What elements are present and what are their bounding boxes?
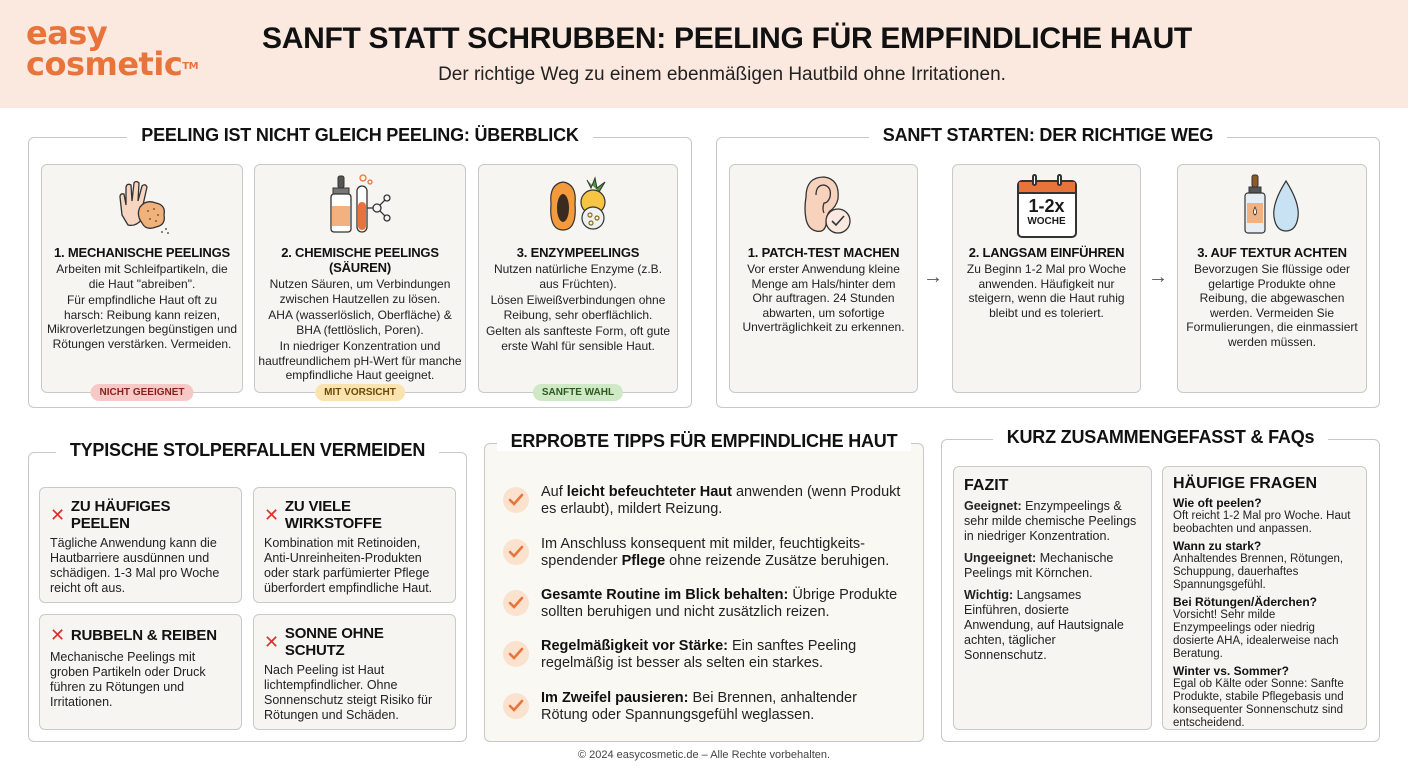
pitfall-text: Tägliche Anwendung kann die Hautbarriere ausdünnen und schädigen. 1-3 Mal pro Woche reicht oft aus. xyxy=(50,536,220,595)
faq-answer: Anhaltendes Brennen, Rötungen, Schuppung, dauerhaftes Spannungsgefühl. xyxy=(1173,553,1344,591)
checkmark-icon xyxy=(503,539,529,565)
footer-copyright: © 2024 easycosmetic.de – Alle Rechte vorbehalten. xyxy=(577,749,831,761)
steps-title: SANFT STARTEN: DER RICHTIGE WEG xyxy=(869,125,1227,145)
pitfall-heading: ZU VIELE WIRKSTOFFE xyxy=(284,498,382,532)
tips-section xyxy=(484,431,924,742)
fazit-card xyxy=(953,466,1152,730)
cross-icon: ✕ xyxy=(50,625,65,645)
status-badge-gentle-choice: SANFTE WAHL xyxy=(533,384,623,401)
pitfall-card-sun-unprotected xyxy=(253,614,456,730)
faq-heading: HÄUFIGE FRAGEN xyxy=(1173,475,1317,492)
faq-answer: Vorsicht! Sehr milde Enzympeelings oder niedrig dosierte AHA, idealerweise nach Beratung. xyxy=(1173,609,1339,660)
dropper-testtube-icon xyxy=(255,165,465,245)
papaya-pineapple-icon xyxy=(479,165,677,245)
tip-item: Im Anschluss konsequent mit milder, feuchtigkeits-spendender Pflege ohne reizende Zusätze beruhigen. xyxy=(503,536,905,570)
pitfall-heading: SONNE OHNE SCHUTZ xyxy=(284,625,384,659)
overview-card-chemical xyxy=(254,164,466,398)
logo-line-2: cosmetic xyxy=(26,45,183,83)
cross-icon: ✕ xyxy=(50,504,65,525)
pitfall-heading: RUBBELN & REIBEN xyxy=(70,627,217,644)
card-text: Lösen Eiweißverbindungen ohne Reibung, sehr oberflächlich. xyxy=(490,293,666,322)
faq-question: Bei Rötungen/Äderchen? xyxy=(1173,595,1318,609)
checkmark-icon xyxy=(503,590,529,616)
status-badge-not-suitable: NICHT GEEIGNET xyxy=(90,384,193,401)
step-heading: 1. PATCH-TEST MACHEN xyxy=(747,245,900,260)
pitfall-card-frequent-peeling xyxy=(39,487,242,603)
checkmark-icon xyxy=(503,487,529,513)
overview-section xyxy=(28,125,692,408)
tip-item: Gesamte Routine im Blick behalten: Übrige Produkte sollten beruhigen und nicht zusätzlich reizen. xyxy=(503,587,905,621)
cross-icon: ✕ xyxy=(264,504,279,525)
step-text: Bevorzugen Sie flüssige oder gelartige Produkte ohne Reibung, die abgewaschen werden. Vermeiden Sie Formulierungen, die einmassiert werden müssen. xyxy=(1186,262,1358,349)
card-text: In niedriger Konzentration und hautfreundlichem pH-Wert für manche empfindliche Haut geeignet. xyxy=(258,339,462,382)
summary-title: KURZ ZUSAMMENGEFASST & FAQs xyxy=(993,427,1329,447)
step-heading: 2. LANGSAM EINFÜHREN xyxy=(968,245,1125,260)
step-card-slow-introduction xyxy=(952,164,1141,393)
hand-sponge-icon xyxy=(42,165,242,245)
card-text: Gelten als sanfteste Form, oft gute erste Wahl für sensible Haut. xyxy=(485,324,671,353)
page-subtitle: Der richtige Weg zu einem ebenmäßigen Hautbild ohne Irritationen. xyxy=(438,64,1006,85)
card-heading: 2. CHEMISCHE PEELINGS (SÄUREN) xyxy=(281,245,439,275)
fazit-item: Ungeeignet: Mechanische Peelings mit Körnchen. xyxy=(964,551,1114,580)
step-heading: 3. AUF TEXTUR ACHTEN xyxy=(1197,245,1347,260)
cross-icon: ✕ xyxy=(264,631,279,652)
status-badge-caution: MIT VORSICHT xyxy=(315,384,405,401)
step-text: Vor erster Anwendung kleine Menge am Hals/hinter dem Ohr auftragen. 24 Stunden abwarten, um sofortige Unverträglichkeit zu erkennen. xyxy=(742,262,905,334)
logo-line-1: easy xyxy=(26,14,108,52)
pitfall-card-too-many-actives xyxy=(253,487,456,603)
summary-section xyxy=(941,427,1380,742)
tip-item: Regelmäßigkeit vor Stärke: Ein sanftes Peeling regelmäßig ist besser als selten ein starkes. xyxy=(503,638,905,672)
pitfall-text: Nach Peeling ist Haut lichtempfindlicher. Ohne Sonnenschutz steigt Risiko für Rötungen und Schäden. xyxy=(264,663,433,722)
faq-card xyxy=(1162,466,1367,730)
faq-question: Wann zu stark? xyxy=(1173,539,1262,553)
card-heading: 1. MECHANISCHE PEELINGS xyxy=(54,245,230,260)
card-text: Nutzen natürliche Enzyme (z.B. aus Früchten). xyxy=(493,262,663,291)
step-card-patch-test xyxy=(729,164,918,393)
step-text: Zu Beginn 1-2 Mal pro Woche anwenden. Häufigkeit nur steigern, wenn die Haut ruhig bleibt und es toleriert. xyxy=(966,262,1127,320)
pitfall-heading: ZU HÄUFIGES PEELEN xyxy=(70,498,171,532)
tip-item: Im Zweifel pausieren: Bei Brennen, anhaltender Rötung oder Spannungsgefühl weglassen. xyxy=(503,690,905,724)
overview-card-enzyme xyxy=(478,164,678,398)
pitfalls-title: TYPISCHE STOLPERFALLEN VERMEIDEN xyxy=(56,440,439,460)
step-card-texture xyxy=(1177,164,1367,393)
card-text: Arbeiten mit Schleifpartikeln, die die Haut "abreiben". xyxy=(56,262,228,291)
fazit-heading: FAZIT xyxy=(964,477,1009,494)
faq-question: Winter vs. Sommer? xyxy=(1173,664,1289,678)
pitfall-text: Mechanische Peelings mit groben Partikeln oder Druck führen zu Rötungen und Irritationen. xyxy=(50,650,206,709)
pitfall-card-rubbing xyxy=(39,614,242,730)
card-heading: 3. ENZYMPEELINGS xyxy=(516,245,640,260)
checkmark-icon xyxy=(503,693,529,719)
calendar-frequency: 1-2x xyxy=(1028,196,1065,216)
steps-section xyxy=(716,125,1380,408)
arrow-right-icon: → xyxy=(1148,266,1168,288)
overview-card-mechanical xyxy=(41,164,243,398)
pitfall-text: Kombination mit Retinoiden, Anti-Unreinheiten-Produkten oder stark parfümierter Pflege überfordert empfindliche Haut. xyxy=(264,536,433,595)
ear-check-icon xyxy=(730,165,917,245)
tip-item: Auf leicht befeuchteter Haut anwenden (wenn Produkt es erlaubt), mildert Reizung. xyxy=(503,484,905,518)
header-banner xyxy=(0,0,1408,108)
card-text: AHA (wasserlöslich, Oberfläche) & BHA (fettlöslich, Poren). xyxy=(268,308,452,337)
serum-drop-icon xyxy=(1178,165,1366,245)
faq-answer: Oft reicht 1-2 Mal pro Woche. Haut beobachten und anpassen. xyxy=(1173,510,1351,535)
tips-title: ERPROBTE TIPPS FÜR EMPFINDLICHE HAUT xyxy=(497,431,912,451)
fazit-item: Geeignet: Enzympeelings & sehr milde chemische Peelings in niedriger Konzentration. xyxy=(964,499,1137,543)
faq-answer: Egal ob Kälte oder Sonne: Sanfte Produkte, stabile Pflegebasis und konsequenter Sonnenschutz sind entscheidend. xyxy=(1173,678,1344,729)
page-title: SANFT STATT SCHRUBBEN: PEELING FÜR EMPFINDLICHE HAUT xyxy=(262,22,1192,55)
fazit-item: Wichtig: Langsames Einführen, dosierte Anwendung, auf Hautsignale achten, täglicher Sonnenschutz. xyxy=(964,588,1124,662)
faq-question: Wie oft peelen? xyxy=(1173,496,1262,510)
trademark-mark: TM xyxy=(182,61,199,72)
calendar-icon xyxy=(953,165,1140,245)
pitfalls-section xyxy=(28,440,467,742)
checkmark-icon xyxy=(503,641,529,667)
card-text: Nutzen Säuren, um Verbindungen zwischen Hautzellen zu lösen. xyxy=(269,277,451,306)
arrow-right-icon: → xyxy=(923,266,943,288)
calendar-label: WOCHE xyxy=(1027,216,1066,227)
overview-title: PEELING IST NICHT GLEICH PEELING: ÜBERBLICK xyxy=(127,125,592,145)
card-text: Für empfindliche Haut oft zu harsch: Reibung kann reizen, Mikroverletzungen begünstigen und Rötungen verstärken. Vermeiden. xyxy=(46,293,238,351)
